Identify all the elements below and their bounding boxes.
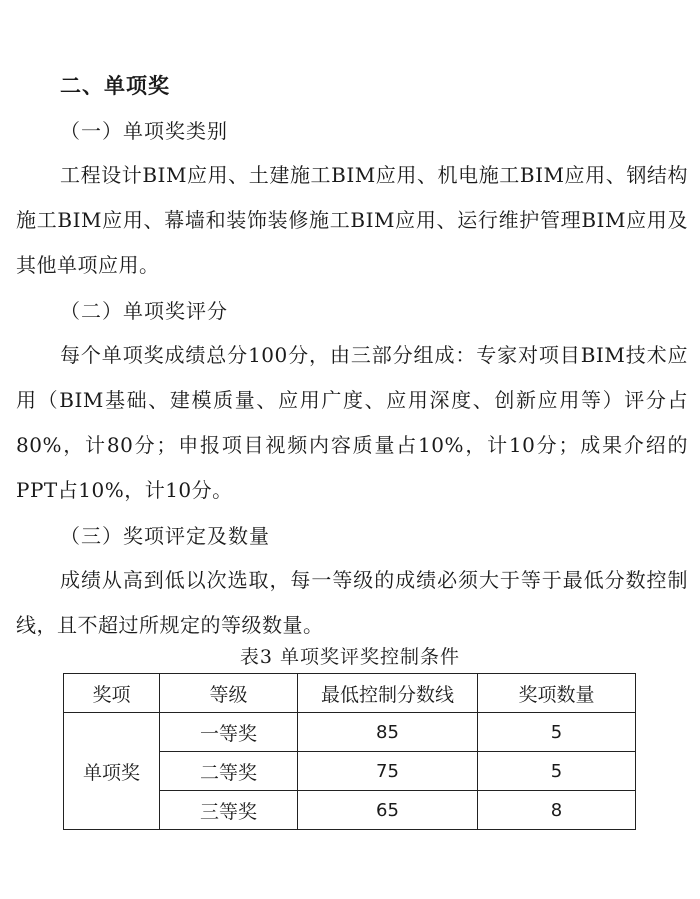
header-award: 奖项 (64, 674, 160, 713)
grade-cell: 二等奖 (160, 752, 298, 791)
count-cell: 5 (478, 713, 636, 752)
section-title: 二、单项奖 (60, 74, 170, 98)
min-score-cell: 85 (298, 713, 478, 752)
min-score-cell: 65 (298, 791, 478, 830)
award-control-table (63, 673, 636, 830)
grade-cell: 三等奖 (160, 791, 298, 830)
min-score-cell: 75 (298, 752, 478, 791)
table-header-row (64, 674, 636, 713)
header-count: 奖项数量 (478, 674, 636, 713)
paragraph-categories: 工程设计BIM应用、土建施工BIM应用、机电施工BIM应用、钢结构施工BIM应用、幕墙和装饰装修施工BIM应用、运行维护管理BIM应用及其他单项应用。 (16, 163, 688, 277)
count-cell: 5 (478, 752, 636, 791)
subsection-heading-evaluation: （三）奖项评定及数量 (60, 524, 270, 548)
header-grade: 等级 (160, 674, 298, 713)
grade-cell: 一等奖 (160, 713, 298, 752)
paragraph-evaluation: 成绩从高到低以次选取，每一等级的成绩必须大于等于最低分数控制线，且不超过所规定的等级数量。 (16, 568, 688, 637)
award-name-cell: 单项奖 (64, 713, 160, 830)
subsection-heading-scoring: （二）单项奖评分 (60, 299, 228, 323)
table-row (64, 713, 636, 752)
header-min-score: 最低控制分数线 (298, 674, 478, 713)
count-cell: 8 (478, 791, 636, 830)
paragraph-scoring: 每个单项奖成绩总分100分，由三部分组成：专家对项目BIM技术应用（BIM基础、建模质量、应用广度、应用深度、创新应用等）评分占80%，计80分；申报项目视频内容质量占10%，计10分；成果介绍的PPT占10%，计10分。 (16, 343, 688, 502)
subsection-heading-categories: （一）单项奖类别 (60, 119, 228, 143)
table-caption: 表3 单项奖评奖控制条件 (239, 646, 461, 668)
